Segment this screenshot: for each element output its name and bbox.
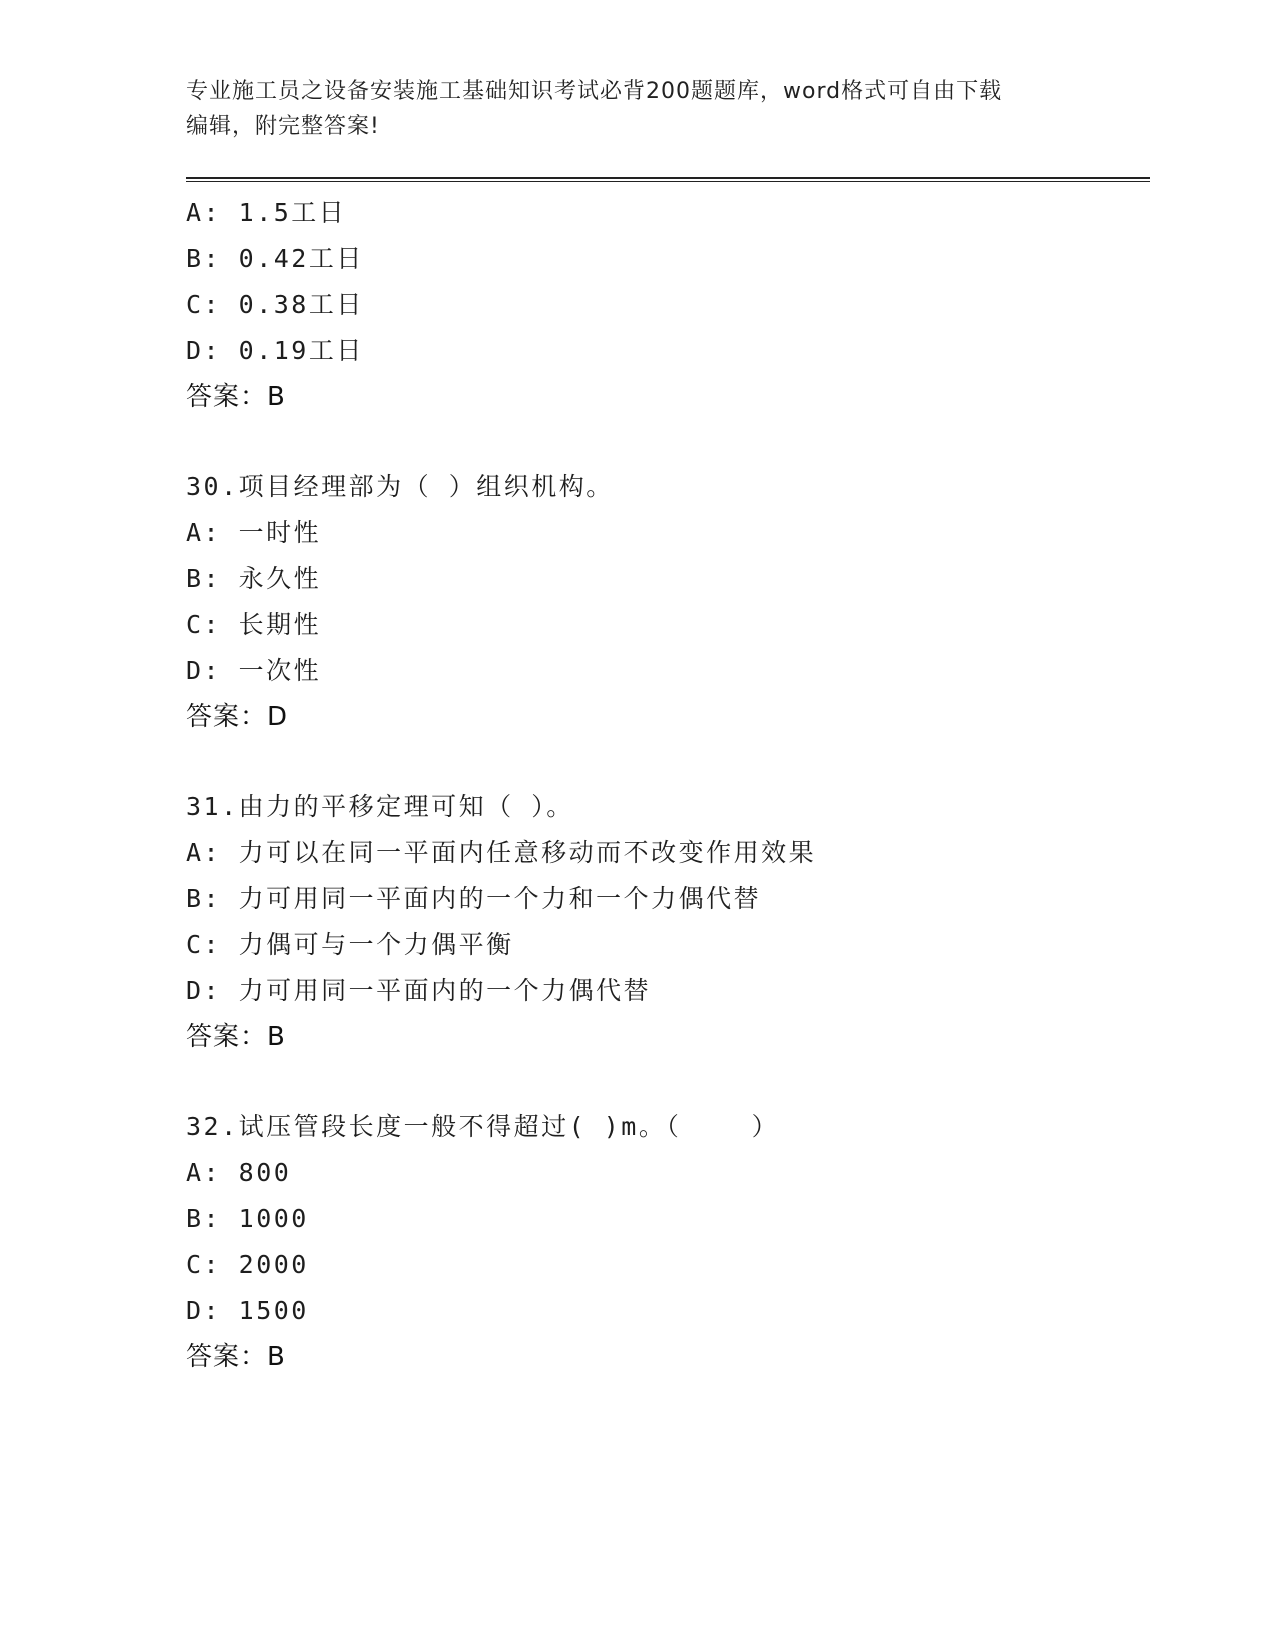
- option-d: D: 一次性: [186, 656, 322, 685]
- question-32: [186, 1104, 1146, 1380]
- question-29: [186, 190, 1146, 420]
- header-title-line-2: 编辑，附完整答案!: [186, 114, 380, 139]
- option-b: B: 永久性: [186, 564, 322, 593]
- option-c: C: 长期性: [186, 610, 322, 639]
- option-a: A: 1.5工日: [186, 198, 347, 227]
- option-a: A: 力可以在同一平面内任意移动而不改变作用效果: [186, 838, 817, 867]
- option-b: B: 1000: [186, 1204, 309, 1233]
- question-text: 32.试压管段长度一般不得超过( )m。（ ）: [186, 1112, 780, 1141]
- question-list: [186, 190, 1146, 1380]
- option-a: A: 800: [186, 1158, 292, 1187]
- header-divider: [186, 177, 1150, 182]
- option-b: B: 力可用同一平面内的一个力和一个力偶代替: [186, 884, 762, 913]
- option-d: D: 力可用同一平面内的一个力偶代替: [186, 976, 652, 1005]
- option-b: B: 0.42工日: [186, 244, 364, 273]
- option-c: C: 0.38工日: [186, 290, 364, 319]
- option-d: D: 1500: [186, 1296, 309, 1325]
- option-c: C: 力偶可与一个力偶平衡: [186, 930, 514, 959]
- question-text: 30.项目经理部为（ ）组织机构。: [186, 472, 614, 501]
- answer-label: 答案：D: [186, 702, 289, 732]
- answer-label: 答案：B: [186, 1342, 286, 1372]
- document-header: [186, 74, 1086, 144]
- option-c: C: 2000: [186, 1250, 309, 1279]
- question-31: [186, 784, 1146, 1060]
- header-title-line-1: 专业施工员之设备安装施工基础知识考试必背200题题库，word格式可自由下载: [186, 79, 1003, 104]
- answer-label: 答案：B: [186, 382, 286, 412]
- question-30: [186, 464, 1146, 740]
- answer-label: 答案：B: [186, 1022, 286, 1052]
- option-a: A: 一时性: [186, 518, 322, 547]
- option-d: D: 0.19工日: [186, 336, 364, 365]
- question-text: 31.由力的平移定理可知（ ）。: [186, 792, 574, 821]
